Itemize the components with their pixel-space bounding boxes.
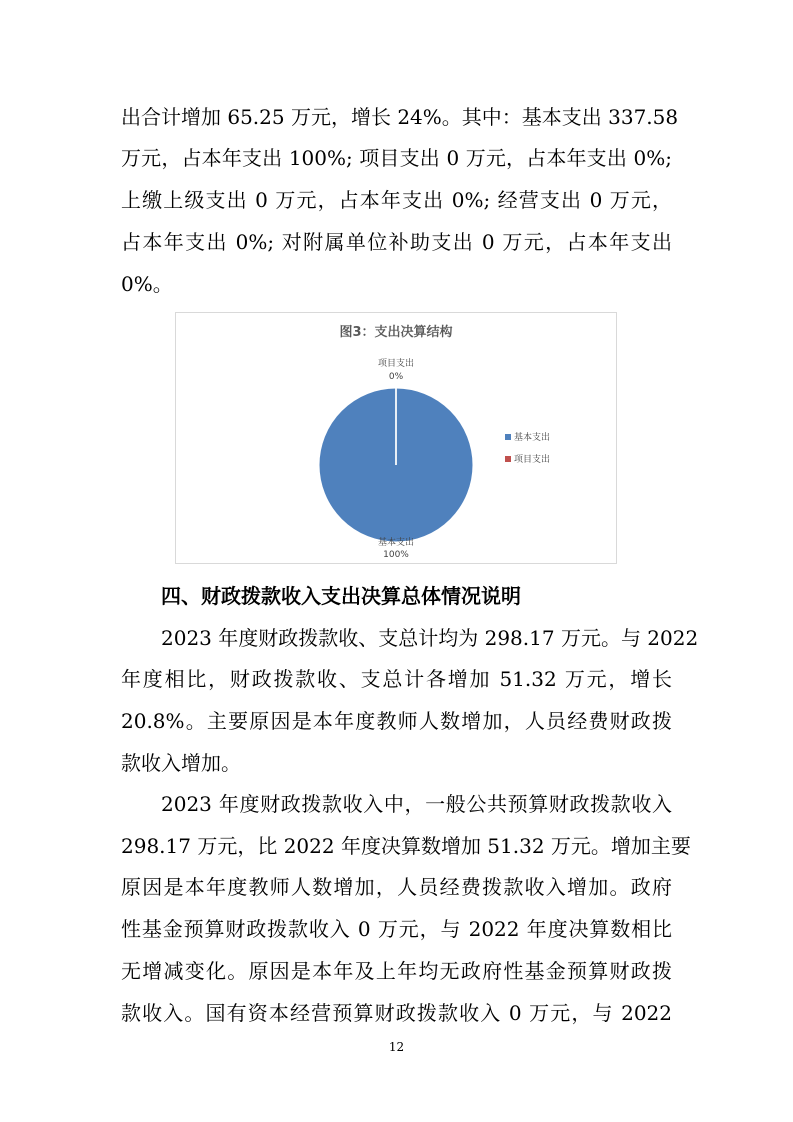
text-line: 性基金预算财政拨款收入 0 万元，与 2022 年度决算数相比 [121, 917, 672, 941]
legend-item-project: 项目支出 [514, 455, 551, 465]
slice-label-basic-name: 基本支出 [377, 538, 415, 548]
text-line: 出合计增加 65.25 万元，增长 24%。其中：基本支出 337.58 [121, 105, 679, 129]
text-line: 占本年支出 0%; 对附属单位补助支出 0 万元，占本年支出 [121, 230, 672, 254]
text-line: 年度相比，财政拨款收、支总计各增加 51.32 万元，增长 [121, 667, 672, 691]
legend-swatch-project [505, 456, 511, 462]
text-line: 上缴上级支出 0 万元，占本年支出 0%; 经营支出 0 万元， [121, 188, 672, 212]
slice-label-basic-value: 100% [383, 550, 409, 560]
text-line: 2023 年度财政拨款收入中，一般公共预算财政拨款收入 [161, 792, 672, 816]
text-line: 2023 年度财政拨款收、支总计均为 298.17 万元。与 2022 [161, 626, 699, 650]
text-line: 0%。 [121, 272, 173, 296]
chart-title: 图3：支出决算结构 [339, 325, 453, 340]
text-line: 款收入增加。 [121, 751, 241, 775]
text-line: 298.17 万元，比 2022 年度决算数增加 51.32 万元。增加主要 [121, 834, 691, 858]
pie-chart-svg [176, 313, 616, 563]
slice-label-project-value: 0% [388, 372, 404, 382]
text-line: 20.8%。主要原因是本年度教师人数增加，人员经费财政拨 [121, 709, 672, 733]
text-line: 无增减变化。原因是本年及上年均无政府性基金预算财政拨 [121, 959, 672, 983]
expenditure-structure-chart [175, 312, 617, 564]
text-line: 万元，占本年支出 100%; 项目支出 0 万元，占本年支出 0%; [121, 146, 672, 170]
slice-label-project-name: 项目支出 [377, 359, 415, 369]
text-line: 原因是本年度教师人数增加，人员经费拨款收入增加。政府 [121, 875, 672, 899]
text-line: 款收入。国有资本经营预算财政拨款收入 0 万元，与 2022 [121, 1001, 672, 1025]
legend-item-basic: 基本支出 [514, 433, 551, 443]
legend-swatch-basic [505, 434, 511, 440]
section-heading: 四、财政拨款收入支出决算总体情况说明 [161, 584, 521, 608]
page-number: 12 [388, 1040, 405, 1054]
